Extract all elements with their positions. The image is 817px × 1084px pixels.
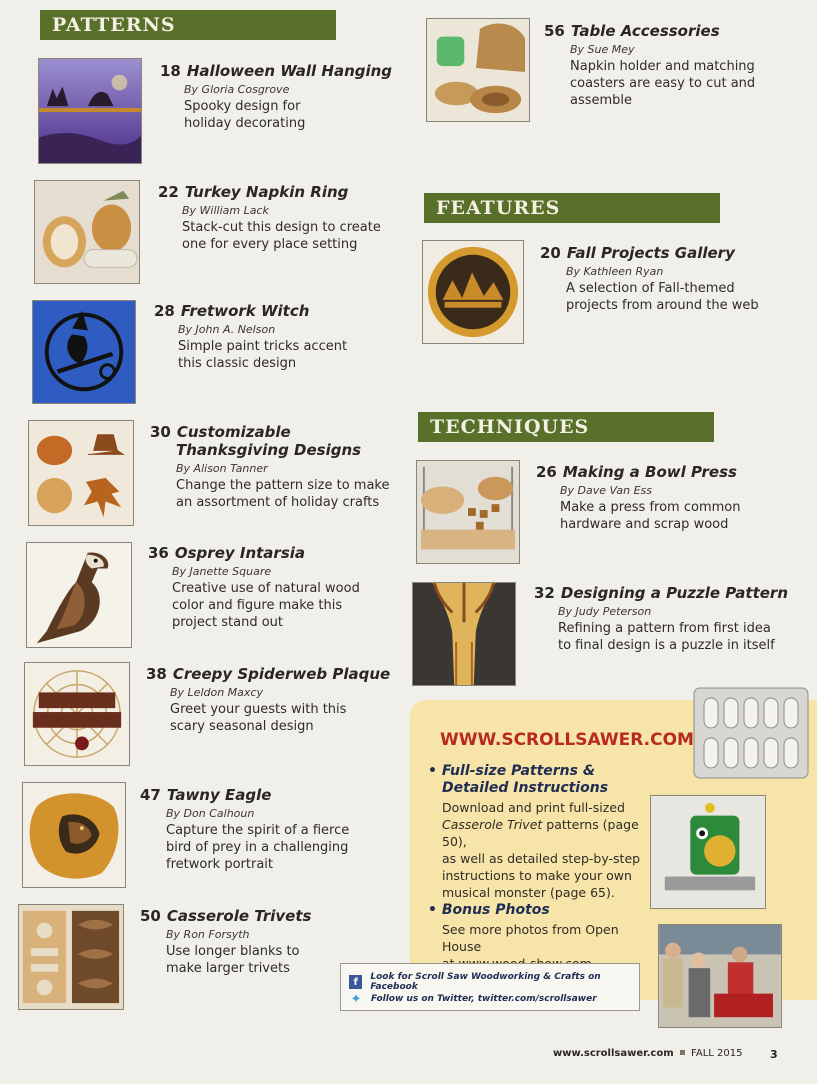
website-url-link[interactable]: WWW.SCROLLSAWER.COM (440, 730, 694, 750)
promo-description-line: as well as detailed step-by-step (442, 851, 641, 866)
bowl-press-thumbnail (416, 460, 520, 564)
bonus-photos-item (428, 902, 658, 972)
promo-item-title: • Bonus Photos (428, 902, 658, 919)
description-line: scary seasonal design (170, 719, 314, 734)
description-line: bird of prey in a challenging (166, 840, 349, 855)
article-title[interactable]: Turkey Napkin Ring (184, 183, 349, 201)
article-title[interactable]: Creepy Spiderweb Plaque (172, 665, 391, 683)
description-line: holiday decorating (184, 116, 306, 131)
article-author: By Leldon Maxcy (170, 686, 263, 699)
pattern-entry[interactable] (154, 302, 394, 372)
pattern-entry[interactable] (150, 423, 400, 511)
promo-description-line: instructions to make your own (442, 868, 632, 883)
page-number: 22 (158, 183, 179, 201)
description-line: one for every place setting (182, 237, 358, 252)
description-line: Simple paint tricks accent (178, 339, 348, 354)
open-house-photo (658, 924, 782, 1028)
description-line: A selection of Fall-themed (566, 281, 735, 296)
article-author: By John A. Nelson (178, 323, 276, 336)
social-media-box (340, 963, 640, 1011)
description-line: Spooky design for (184, 99, 301, 114)
feature-entry[interactable] (540, 244, 800, 314)
description-line: color and figure make this (172, 598, 343, 613)
page-number: 38 (146, 665, 167, 683)
pattern-entry[interactable] (160, 62, 400, 132)
description-line: Greet your guests with this (170, 702, 347, 717)
musical-monster-photo (650, 795, 766, 909)
description-line: Creative use of natural wood (172, 581, 360, 596)
article-author: By Janette Square (172, 565, 272, 578)
promo-item-title-line-2: Detailed Instructions (442, 780, 609, 796)
casserole-trivets-thumbnail (18, 904, 124, 1010)
turkey-napkin-ring-thumbnail (34, 180, 140, 284)
pattern-entry[interactable] (544, 22, 814, 109)
description-line: Make a press from common (560, 500, 741, 515)
pattern-entry[interactable] (158, 183, 398, 253)
page-number: 18 (160, 62, 181, 80)
twitter-bird-icon[interactable]: ✦ (350, 991, 362, 1007)
article-title[interactable]: Osprey Intarsia (174, 544, 306, 562)
tawny-eagle-thumbnail (22, 782, 126, 888)
fretwork-witch-thumbnail (32, 300, 136, 404)
article-author: By Gloria Cosgrove (184, 83, 290, 96)
description-line: coasters are easy to cut and assemble (570, 76, 756, 108)
full-size-patterns-item (428, 763, 648, 901)
facebook-text[interactable]: Look for Scroll Saw Woodworking & Crafts on Facebook (370, 972, 601, 992)
article-author: By William Lack (182, 204, 269, 217)
article-author: By Alison Tanner (176, 462, 268, 475)
description-line: hardware and scrap wood (560, 517, 729, 532)
description-line: Capture the spirit of a fierce (166, 823, 350, 838)
description-line: Use longer blanks to (166, 944, 300, 959)
footer-site[interactable]: www.scrollsawer.com (553, 1048, 674, 1059)
description-line: Change the pattern size to make (176, 478, 390, 493)
article-author: By Ron Forsyth (166, 928, 250, 941)
article-author: By Don Calhoun (166, 807, 255, 820)
article-title[interactable]: Table Accessories (570, 22, 720, 40)
promo-item-title: • Full-size Patterns & (428, 763, 648, 780)
description-line: projects from around the web (566, 298, 759, 313)
description-line: Stack-cut this design to create (182, 220, 381, 235)
pattern-entry[interactable] (146, 665, 406, 735)
promo-description-line: See more photos from Open House (442, 922, 619, 954)
page-number-footer: 3 (770, 1048, 778, 1061)
page-number: 20 (540, 244, 561, 262)
article-title[interactable]: Halloween Wall Hanging (186, 62, 393, 80)
technique-entry[interactable] (534, 584, 814, 654)
pattern-entry[interactable] (148, 544, 398, 631)
article-author: By Judy Peterson (558, 605, 652, 618)
pattern-entry[interactable] (140, 786, 390, 873)
description-line: project stand out (172, 615, 284, 630)
page-number: 28 (154, 302, 175, 320)
article-title[interactable]: Casserole Trivets (166, 907, 312, 925)
description-line: an assortment of holiday crafts (176, 495, 380, 510)
article-author: By Kathleen Ryan (566, 265, 664, 278)
article-title[interactable]: Fall Projects Gallery (566, 244, 735, 262)
spiderweb-plaque-thumbnail (24, 662, 130, 766)
description-line: to final design is a puzzle in itself (558, 638, 775, 653)
puzzle-pattern-thumbnail (412, 582, 516, 686)
page-number: 36 (148, 544, 169, 562)
article-title[interactable]: Making a Bowl Press (562, 463, 737, 481)
trivet-cutout-image (690, 684, 812, 782)
halloween-wall-hanging-thumbnail (38, 58, 142, 164)
article-author: By Sue Mey (570, 43, 635, 56)
fall-projects-gallery-thumbnail (422, 240, 524, 344)
description-line: Napkin holder and matching (570, 59, 755, 74)
facebook-icon[interactable]: f (349, 975, 362, 989)
promo-description-line: musical monster (page 65). (442, 885, 615, 900)
page-number: 32 (534, 584, 555, 602)
twitter-text[interactable]: Follow us on Twitter, twitter.com/scrollsawer (371, 994, 597, 1004)
description-line: Refining a pattern from first idea (558, 621, 771, 636)
promo-description-line: Download and print full-sized (442, 800, 625, 815)
patterns-section-header: PATTERNS (40, 10, 336, 40)
description-line: make larger trivets (166, 961, 290, 976)
page-footer (553, 1048, 742, 1059)
article-title[interactable]: Customizable (176, 423, 291, 441)
osprey-intarsia-thumbnail (26, 542, 132, 648)
page-number: 30 (150, 423, 171, 441)
page-number: 50 (140, 907, 161, 925)
article-title[interactable]: Fretwork Witch (180, 302, 310, 320)
table-accessories-thumbnail (426, 18, 530, 122)
footer-issue: FALL 2015 (691, 1048, 743, 1059)
thanksgiving-designs-thumbnail (28, 420, 134, 526)
page-number: 56 (544, 22, 565, 40)
article-title[interactable]: Designing a Puzzle Pattern (560, 584, 788, 602)
article-title[interactable]: Tawny Eagle (166, 786, 272, 804)
article-author: By Dave Van Ess (560, 484, 652, 497)
description-line: fretwork portrait (166, 857, 273, 872)
article-title-line-2[interactable]: Thanksgiving Designs (176, 441, 362, 459)
footer-separator (680, 1050, 685, 1055)
description-line: this classic design (178, 356, 297, 371)
page-number: 47 (140, 786, 161, 804)
page-number: 26 (536, 463, 557, 481)
technique-entry[interactable] (536, 463, 806, 533)
features-section-header: FEATURES (424, 193, 720, 223)
promo-description-line: Casserole Trivet patterns (page 50), (442, 817, 639, 849)
techniques-section-header: TECHNIQUES (418, 412, 714, 442)
